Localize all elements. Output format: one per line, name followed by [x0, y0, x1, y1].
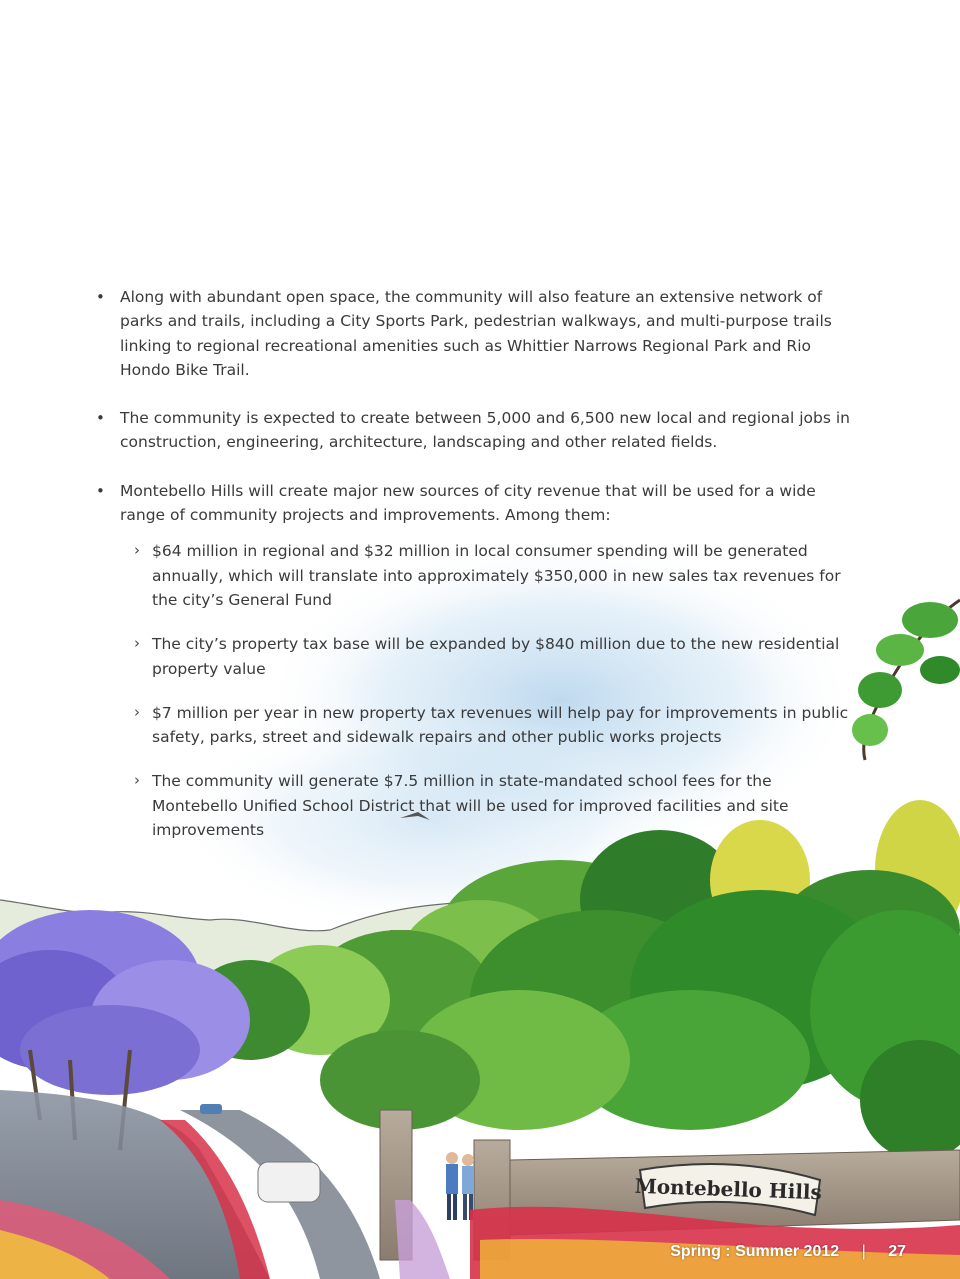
footer-separator: |: [861, 1243, 866, 1260]
bullet-item-city-revenue: • Montebello Hills will create major new sources of city revenue that will be used for a wide range of community projects and improvements. Among them: › $64 million in regional and $32 million in local consumer spending will be generated annually, which will translate into approximately $350,000 in new sales tax revenues for the city’s General Fund › The city’s property tax base will be expanded by $840 million due to the new residential property value › $7 million per year in new property tax revenues will help pay for improvements in public safety, parks, street and sidewalk repairs and other public works projects › The community will generate $7.5 million in state-mandated school fees for the Montebello Unified School District that will be used for improved facilities and site improvements: [96, 479, 856, 843]
pedestrians: [446, 1152, 474, 1220]
bullet-dot-icon: •: [96, 481, 105, 500]
chevron-right-icon: ›: [134, 634, 140, 653]
overhanging-branch: [852, 600, 960, 760]
chevron-right-icon: ›: [134, 702, 140, 721]
bullet-dot-icon: •: [96, 409, 105, 428]
sub-item-property-tax-revenues: › $7 million per year in new property tax revenues will help pay for improvements in public safety, parks, street and sidewalk repairs and other public works projects: [120, 701, 856, 750]
sub-item-school-fees: › The community will generate $7.5 million in state-mandated school fees for the Montebello Unified School District that will be used for improved facilities and site improvements: [120, 769, 856, 842]
bullet-item-jobs: • The community is expected to create between 5,000 and 6,500 new local and regional jobs in construction, engineering, architecture, landscaping and other related fields.: [96, 406, 856, 455]
chevron-right-icon: ›: [134, 771, 140, 790]
article-body: [96, 285, 856, 866]
page-footer: [670, 1243, 906, 1261]
bullet-dot-icon: •: [96, 288, 105, 306]
sub-item-property-tax-base: › The city’s property tax base will be expanded by $840 million due to the new residential property value: [120, 632, 856, 681]
sign-text: Montebello Hills: [634, 1173, 823, 1205]
page-number: 27: [888, 1243, 906, 1260]
chevron-right-icon: ›: [134, 541, 140, 560]
bullet-list: [96, 285, 856, 842]
bullet-item-open-space: • Along with abundant open space, the community will also feature an extensive network of parks and trails, including a City Sports Park, pedestrian walkways, and multi-purpose trails linking to regional recreational amenities such as Whittier Narrows Regional Park and Rio Hondo Bike Trail.: [96, 285, 856, 382]
sub-item-consumer-spending: › $64 million in regional and $32 million in local consumer spending will be generated annually, which will translate into approximately $350,000 in new sales tax revenues for the city’s General Fund: [120, 539, 856, 612]
revenue-sublist: [120, 539, 856, 842]
issue-label: Spring : Summer 2012: [670, 1243, 840, 1260]
